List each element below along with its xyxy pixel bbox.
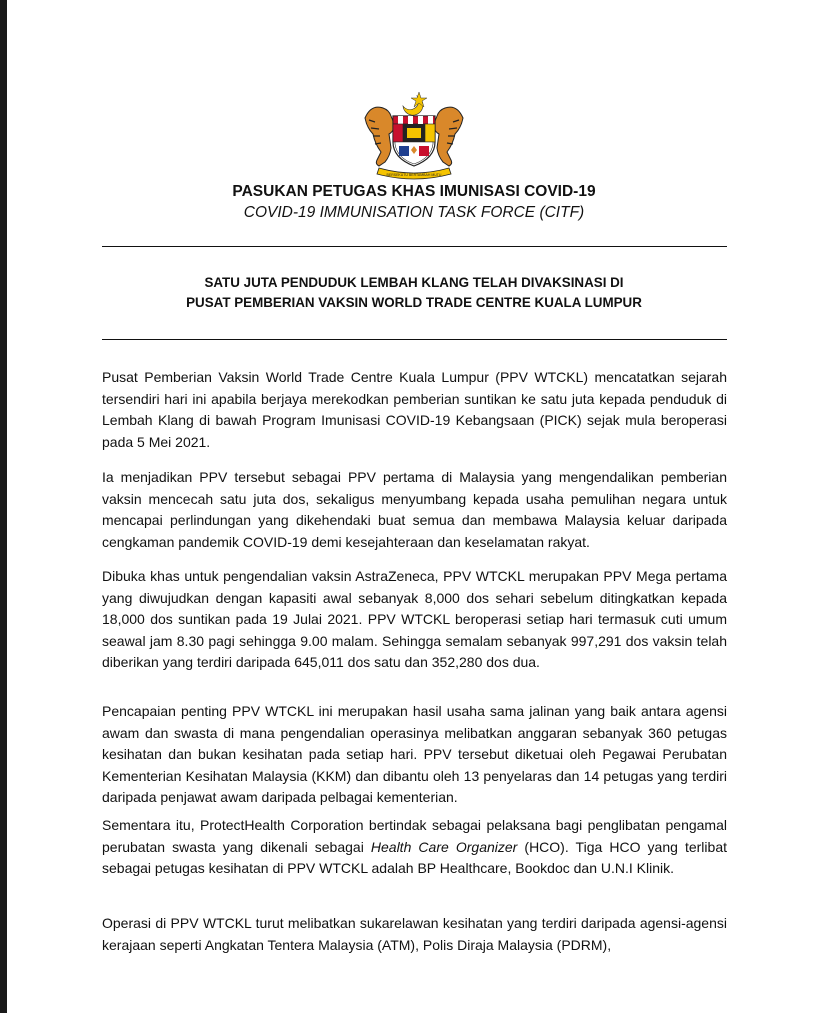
paragraph-2: Ia menjadikan PPV tersebut sebagai PPV pertama di Malaysia yang mengendalikan pemberian vaksin mencecah satu juta dos, sekaligus menyumbang kepada usaha pemulihan negara untuk mencapai perlindungan yang dikehendaki buat semua dan membawa Malaysia keluar daripada cengkaman pandemik COVID-19 demi kesejahteraan dan keselamatan rakyat.: [102, 469, 727, 550]
paragraph-5-text-start: Sementara itu, ProtectHealth Corporation bertindak sebagai pelaksana bagi penglibatan pengamal perubatan swasta yang dikenali sebagai: [102, 817, 727, 855]
paragraph-4: Pencapaian penting PPV WTCKL ini merupakan hasil usaha sama jalinan yang baik antara agensi awam dan swasta di mana pengendalian operasinya melibatkan anggaran sebanyak 360 petugas kesihatan dan bukan kesihatan pada setiap hari. PPV tersebut diketuai oleh Pegawai Perubatan Kementerian Kesihatan Malaysia (KKM) dan dibantu oleh 13 penyelaras dan 14 petugas yang terdiri daripada penjawat awam daripada pelbagai kementerian.: [102, 703, 727, 806]
headline-line-2: PUSAT PEMBERIAN VAKSIN WORLD TRADE CENTRE KUALA LUMPUR: [186, 295, 642, 310]
malaysia-coat-of-arms-icon: [357, 88, 471, 182]
paragraph-5: [102, 815, 727, 880]
headline-divider: [102, 339, 727, 340]
agency-title-english: COVID-19 IMMUNISATION TASK FORCE (CITF): [243, 204, 585, 221]
paragraph-1: Pusat Pemberian Vaksin World Trade Centre Kuala Lumpur (PPV WTCKL) mencatatkan sejarah tersendiri hari ini apabila berjaya merekodkan pemberian suntikan ke satu juta kepada penduduk di Lembah Klang di bawah Program Imunisasi COVID-19 Kebangsaan (PICK) sejak mula beroperasi pada 5 Mei 2021.: [102, 369, 727, 450]
header-divider: [102, 246, 727, 247]
headline-line-1: SATU JUTA PENDUDUK LEMBAH KLANG TELAH DIVAKSINASI DI: [204, 275, 624, 290]
paragraph-3: Dibuka khas untuk pengendalian vaksin AstraZeneca, PPV WTCKL merupakan PPV Mega pertama yang diwujudkan dengan kapasiti awal sebanyak 8,000 dos sehari sebelum ditingkatkan kepada 18,000 dos suntikan pada 19 Julai 2021. PPV WTCKL beroperasi setiap hari termasuk cuti umum seawal jam 8.30 pagi sehingga 9.00 malam. Sehingga semalam sebanyak 997,291 dos vaksin telah diberikan yang terdiri daripada 645,011 dos satu dan 352,280 dos dua.: [102, 568, 727, 671]
paragraph-5-text-end: (HCO). Tiga HCO yang terlibat sebagai petugas kesihatan di PPV WTCKL adalah BP Healthcare, Bookdoc dan U.N.I Klinik.: [102, 838, 727, 877]
agency-title-malay: PASUKAN PETUGAS KHAS IMUNISASI COVID-19: [232, 183, 596, 200]
paragraph-5-italic-term: Health Care Organizer: [370, 838, 518, 855]
paragraph-6: Operasi di PPV WTCKL turut melibatkan sukarelawan kesihatan yang terdiri daripada agensi-agensi kerajaan seperti Angkatan Tentera Malaysia (ATM), Polis Diraja Malaysia (PDRM),: [102, 915, 727, 953]
svg-text:BERSEKUTU BERTAMBAH MUTU: BERSEKUTU BERTAMBAH MUTU: [386, 173, 442, 177]
